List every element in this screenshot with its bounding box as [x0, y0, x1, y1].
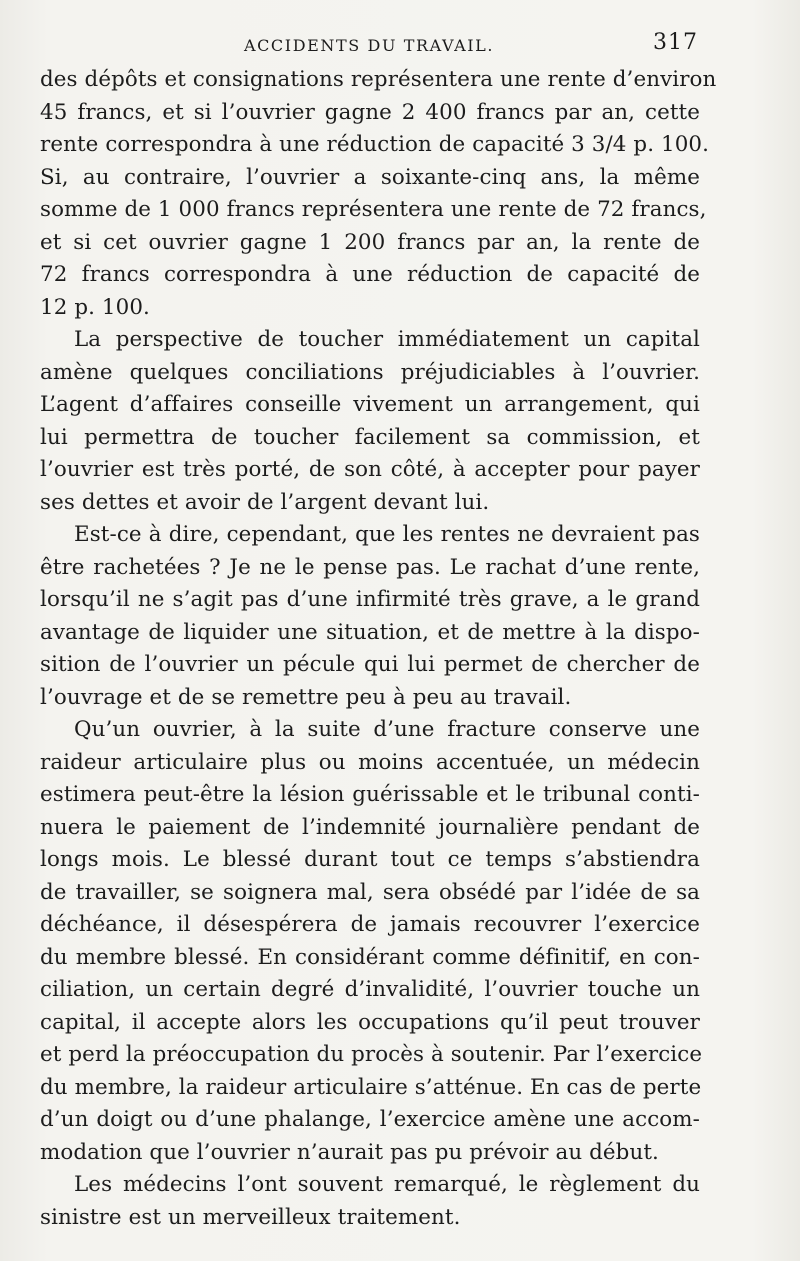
text-line: et perd la préoccupation du procès à soutenir. Par l’exercice	[40, 1042, 703, 1067]
text-line: estimera peut-être la lésion guérissable et le tribunal conti-	[40, 782, 700, 807]
text-line: 45 francs, et si l’ouvrier gagne 2 400 francs par an, cette	[40, 99, 700, 125]
text-line: sition de l’ouvrier un pécule qui lui permet de chercher de	[40, 652, 700, 677]
text-line: des dépôts et consignations représentera une rente d’environ	[40, 67, 717, 92]
text-line: de travailler, se soignera mal, sera obsédé par l’idée de sa	[40, 879, 700, 905]
page-header	[40, 30, 698, 64]
text-line: rente correspondra à une réduction de capacité 3 3/4 p. 100.	[40, 132, 710, 157]
text-line: modation que l’ouvrier n’aurait pas pu prévoir au début.	[40, 1139, 659, 1165]
text-line: amène quelques conciliations préjudiciables à l’ouvrier.	[40, 359, 700, 385]
body-text	[40, 64, 717, 1234]
text-line: lorsqu’il ne s’agit pas d’une infirmité très grave, a le grand	[40, 587, 700, 612]
text-line: raideur articulaire plus ou moins accentuée, un médecin	[40, 749, 700, 775]
text-line: Qu’un ouvrier, à la suite d’une fracture conserve une	[74, 717, 700, 742]
text-line: 72 francs correspondra à une réduction de capacité de	[40, 262, 700, 287]
text-line: nuera le paiement de l’indemnité journalière pendant de	[40, 814, 700, 840]
text-line: capital, il accepte alors les occupations qu’il peut trouver	[40, 1009, 700, 1035]
text-line: 12 p. 100.	[40, 294, 150, 320]
text-line: somme de 1 000 francs représentera une rente de 72 francs,	[40, 197, 707, 222]
text-line: Si, au contraire, l’ouvrier a soixante-cinq ans, la même	[40, 164, 700, 190]
text-line: Les médecins l’ont souvent remarqué, le règlement du	[74, 1172, 700, 1197]
text-line: du membre, la raideur articulaire s’atténue. En cas de perte	[40, 1074, 702, 1100]
text-line: l’ouvrier est très porté, de son côté, à accepter pour payer	[40, 457, 700, 482]
text-line: Est-ce à dire, cependant, que les rentes ne devraient pas	[74, 522, 700, 547]
text-line: La perspective de toucher immédiatement un capital	[74, 327, 700, 352]
text-line: lui permettra de toucher facilement sa commission, et	[40, 424, 700, 450]
text-line: l’ouvrage et de se remettre peu à peu au travail.	[40, 684, 572, 710]
text-line: sinistre est un merveilleux traitement.	[40, 1204, 461, 1230]
text-line: d’un doigt ou d’une phalange, l’exercice amène une accom-	[40, 1107, 700, 1132]
text-line: ses dettes et avoir de l’argent devant lui.	[40, 489, 490, 515]
running-head: ACCIDENTS DU TRAVAIL.	[243, 36, 495, 55]
text-line: déchéance, il désespérera de jamais recouvrer l’exercice	[40, 912, 700, 937]
text-line: L’agent d’affaires conseille vivement un arrangement, qui	[40, 392, 700, 417]
text-line: longs mois. Le blessé durant tout ce temps s’abstiendra	[40, 847, 700, 872]
page-number: 317	[653, 30, 698, 55]
text-line: avantage de liquider une situation, et de mettre à la dispo-	[40, 619, 700, 645]
text-line: ciliation, un certain degré d’invalidité, l’ouvrier touche un	[40, 977, 700, 1002]
text-line: du membre blessé. En considérant comme définitif, en con-	[40, 944, 700, 970]
text-line: être rachetées ? Je ne le pense pas. Le rachat d’une rente,	[40, 554, 700, 580]
text-line: et si cet ouvrier gagne 1 200 francs par an, la rente de	[40, 229, 700, 255]
